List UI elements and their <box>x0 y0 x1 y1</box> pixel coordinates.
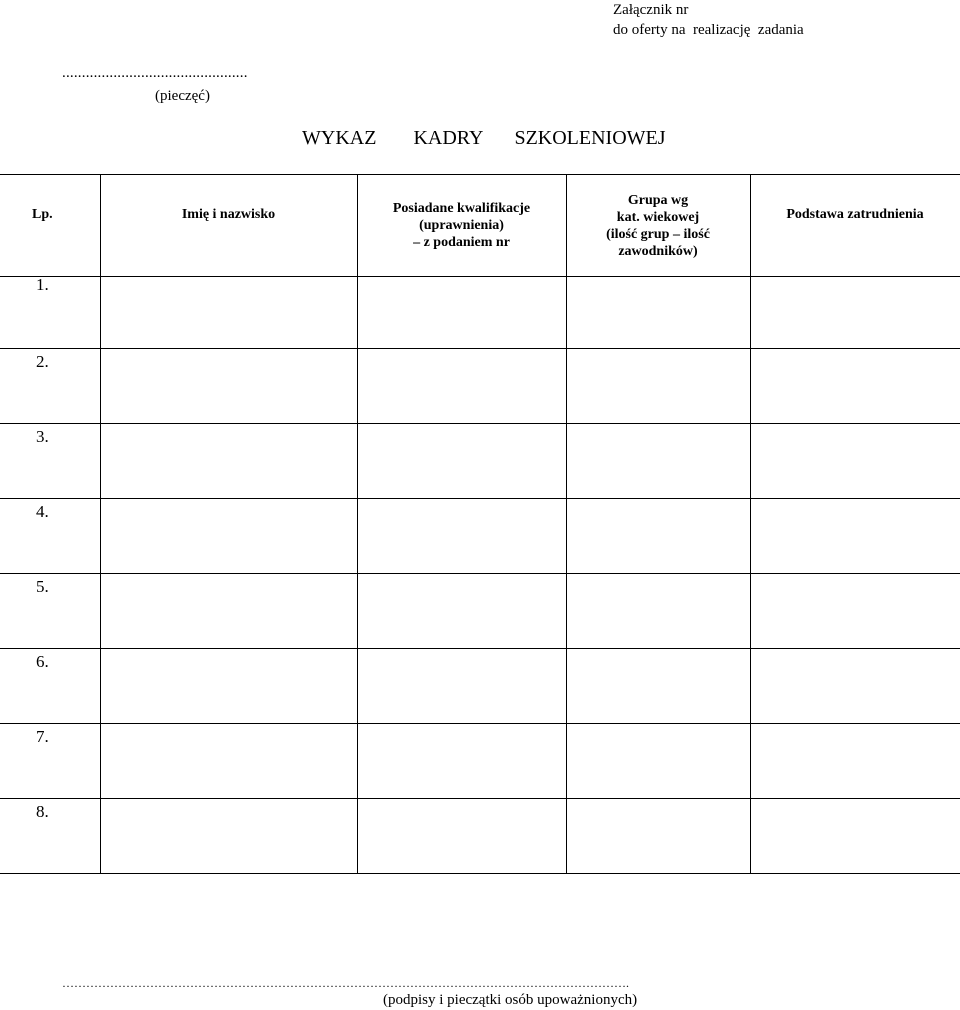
cell-name[interactable] <box>100 424 357 499</box>
cell-name[interactable] <box>100 499 357 574</box>
title-word-2: KADRY <box>413 127 484 149</box>
cell-employment-basis[interactable] <box>750 349 960 424</box>
table-row <box>0 499 960 574</box>
row-number <box>0 277 100 349</box>
table-row <box>0 724 960 799</box>
cell-qualifications[interactable] <box>357 424 566 499</box>
table-row <box>0 799 960 874</box>
cell-name[interactable] <box>100 724 357 799</box>
stamp-dotted-line: ............................................... <box>62 65 248 81</box>
row-number: 3. <box>0 424 100 499</box>
annex-header <box>613 0 804 40</box>
table-row <box>0 424 960 499</box>
header-qualifications-line2: (uprawnienia) <box>419 218 504 233</box>
header-group <box>566 175 750 277</box>
cell-name[interactable] <box>100 277 357 349</box>
cell-employment-basis[interactable] <box>750 649 960 724</box>
header-lp: Lp. <box>0 175 100 277</box>
header-group-line1: Grupa wg <box>627 192 689 208</box>
table-row <box>0 574 960 649</box>
cell-name[interactable] <box>100 649 357 724</box>
row-number: 2. <box>0 349 100 424</box>
cell-qualifications[interactable] <box>357 349 566 424</box>
cell-employment-basis[interactable] <box>750 499 960 574</box>
signature-label: (podpisy i pieczątki osób upoważnionych) <box>383 992 638 1008</box>
cell-employment-basis[interactable] <box>750 277 960 349</box>
title-word-3: SZKOLENIOWEJ <box>514 127 666 149</box>
row-number: 6. <box>0 649 100 724</box>
cell-qualifications[interactable] <box>357 499 566 574</box>
document-title <box>302 125 666 151</box>
table-row <box>0 349 960 424</box>
cell-qualifications[interactable] <box>357 724 566 799</box>
cell-employment-basis[interactable] <box>750 799 960 874</box>
cell-qualifications[interactable] <box>357 649 566 724</box>
row-number: 5. <box>0 574 100 649</box>
table-header-row <box>0 175 960 277</box>
header-qualifications-line3: – z podaniem nr <box>413 235 510 250</box>
header-employment-basis: Podstawa zatrudnienia <box>750 175 960 277</box>
cell-qualifications[interactable] <box>357 277 566 349</box>
annex-offer-label: do oferty na realizację zadania <box>613 22 804 38</box>
cell-qualifications[interactable] <box>357 799 566 874</box>
header-qualifications <box>357 175 566 277</box>
cell-employment-basis[interactable] <box>750 724 960 799</box>
stamp-label: (pieczęć) <box>155 88 210 104</box>
cell-group[interactable] <box>566 277 750 349</box>
row-number: 4. <box>0 499 100 574</box>
cell-group[interactable] <box>566 499 750 574</box>
cell-group[interactable] <box>566 424 750 499</box>
header-group-line4: zawodników) <box>618 243 698 259</box>
cell-group[interactable] <box>566 649 750 724</box>
row-number: 8. <box>0 799 100 874</box>
signature-dotted-line: ……………………………………………………………………………………………………………………………. <box>62 976 629 990</box>
cell-name[interactable] <box>100 799 357 874</box>
row-number-text: 1. <box>36 275 49 294</box>
cell-group[interactable] <box>566 349 750 424</box>
cell-qualifications[interactable] <box>357 574 566 649</box>
header-group-line3: (ilość grup – ilość <box>606 226 710 242</box>
header-qualifications-line1: Posiadane kwalifikacje <box>392 201 531 216</box>
cell-name[interactable] <box>100 574 357 649</box>
cell-employment-basis[interactable] <box>750 574 960 649</box>
table-row <box>0 649 960 724</box>
annex-number-label: Załącznik nr <box>613 2 689 18</box>
header-name: Imię i nazwisko <box>100 175 357 277</box>
cell-group[interactable] <box>566 574 750 649</box>
cell-group[interactable] <box>566 724 750 799</box>
cell-employment-basis[interactable] <box>750 424 960 499</box>
cell-name[interactable] <box>100 349 357 424</box>
header-group-line2: kat. wiekowej <box>616 209 700 225</box>
title-word-1: WYKAZ <box>302 127 377 149</box>
cell-group[interactable] <box>566 799 750 874</box>
staff-table <box>0 174 960 874</box>
table-row <box>0 277 960 349</box>
row-number: 7. <box>0 724 100 799</box>
